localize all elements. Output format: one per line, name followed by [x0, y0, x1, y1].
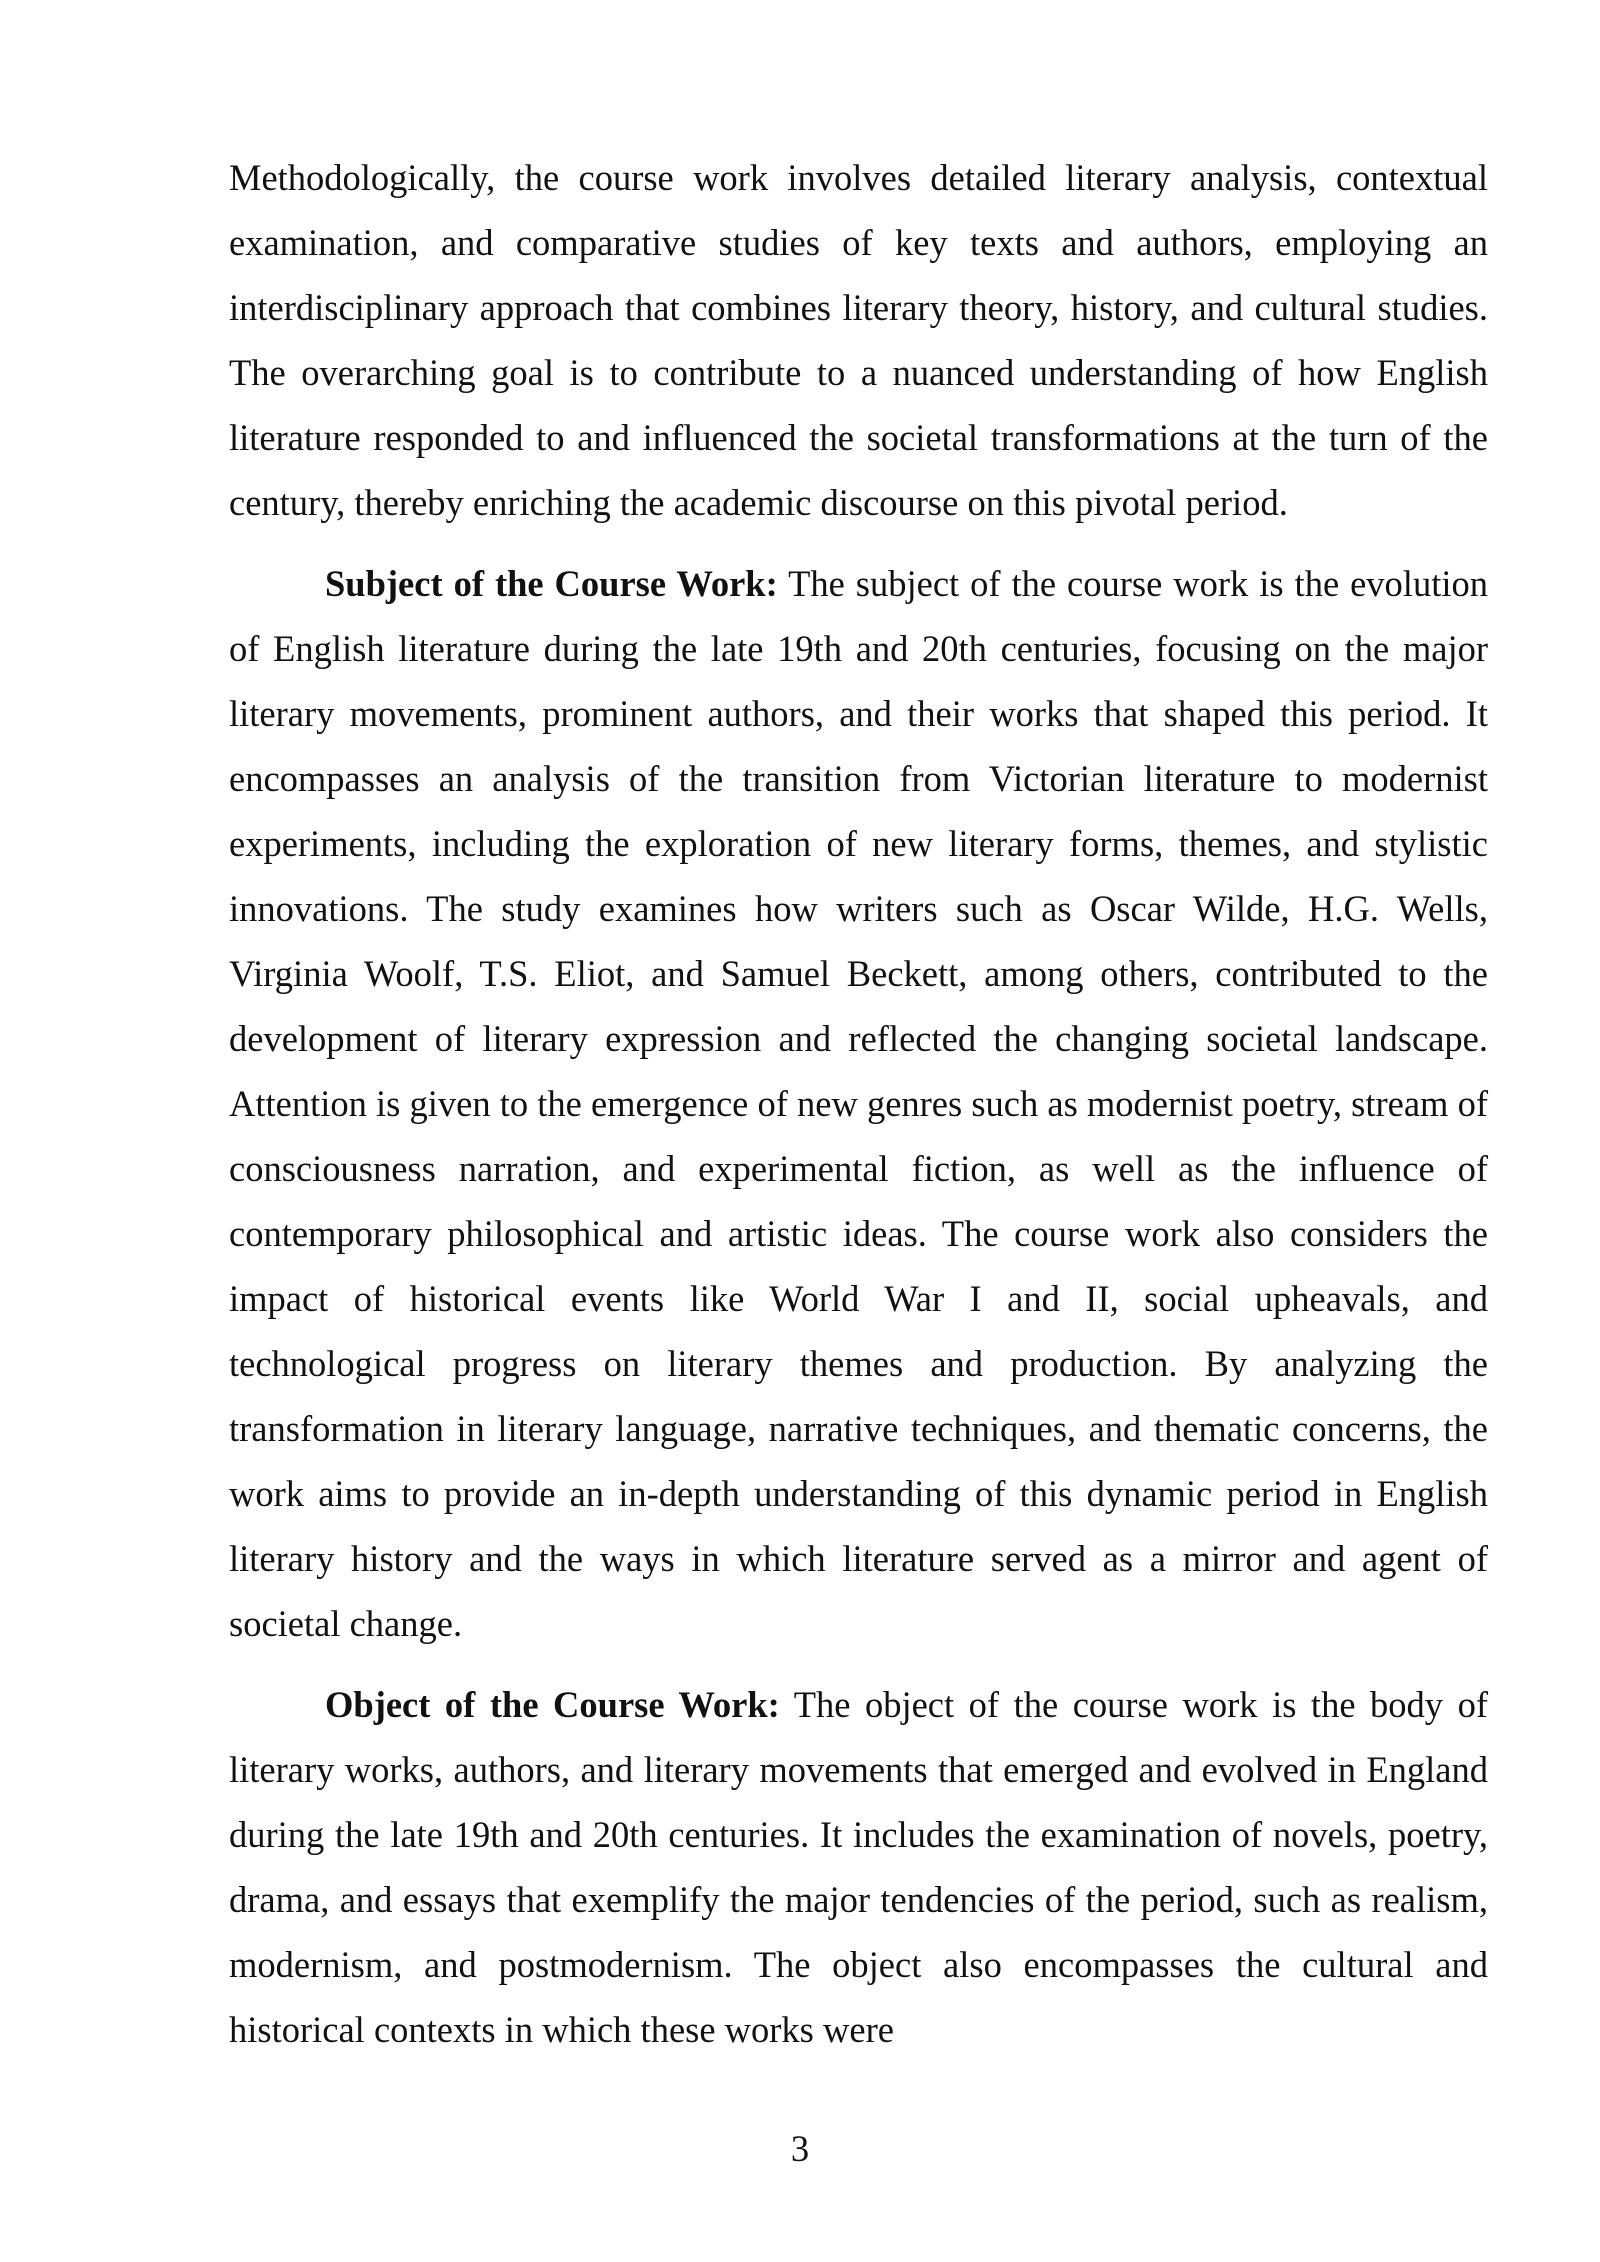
object-heading: Object of the Course Work:	[325, 1684, 780, 1725]
methodology-paragraph	[229, 145, 1488, 535]
methodology-text: Methodologically, the course work involves detailed literary analysis, contextual examination, and comparative studies of key texts and authors, employing an interdisciplinary approach that combines literary theory, history, and cultural studies. The overarching goal is to contribute to a nuanced understanding of how English literature responded to and influenced the societal transformations at the turn of the century, thereby enriching the academic discourse on this pivotal period.	[229, 157, 1488, 523]
page-body	[229, 145, 1488, 2078]
subject-paragraph	[229, 551, 1488, 1656]
object-paragraph	[229, 1672, 1488, 2062]
subject-text: The subject of the course work is the evolution of English literature during the late 19th and 20th centuries, focusing on the major literary movements, prominent authors, and their works that shaped this period. It encompasses an analysis of the transition from Victorian literature to modernist experiments, including the exploration of new literary forms, themes, and stylistic innovations. The study examines how writers such as Oscar Wilde, H.G. Wells, Virginia Woolf, T.S. Eliot, and Samuel Beckett, among others, contributed to the development of literary expression and reflected the changing societal landscape. Attention is given to the emergence of new genres such as modernist poetry, stream of consciousness narration, and experimental fiction, as well as the influence of contemporary philosophical and artistic ideas. The course work also considers the impact of historical events like World War I and II, social upheavals, and technological progress on literary themes and production. By analyzing the transformation in literary language, narrative techniques, and thematic concerns, the work aims to provide an in-depth understanding of this dynamic period in English literary history and the ways in which literature served as a mirror and agent of societal change.	[229, 563, 1488, 1644]
object-text: The object of the course work is the body of literary works, authors, and literary movements that emerged and evolved in England during the late 19th and 20th centuries. It includes the examination of novels, poetry, drama, and essays that exemplify the major tendencies of the period, such as realism, modernism, and postmodernism. The object also encompasses the cultural and historical contexts in which these works were	[229, 1684, 1488, 2050]
subject-heading: Subject of the Course Work:	[325, 563, 778, 604]
page-number: 3	[790, 2128, 810, 2169]
